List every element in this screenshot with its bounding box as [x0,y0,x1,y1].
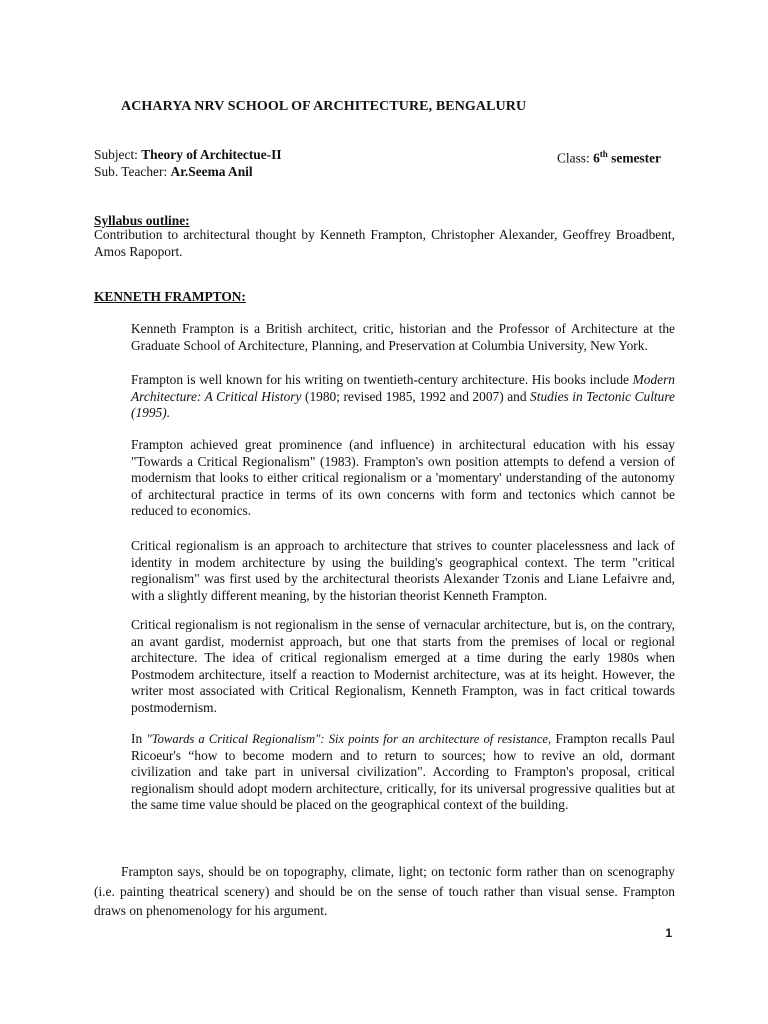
subject-value: Theory of Architectue-II [141,147,282,162]
subject-line [94,146,282,163]
subject-label: Subject: [94,147,142,162]
p6-text-a: In [131,731,147,746]
paragraph-2 [131,372,675,422]
class-value-num: 6 [593,150,600,166]
teacher-line [94,163,253,180]
class-label: Class: [557,150,594,166]
syllabus-heading: Syllabus outline: [94,213,190,228]
p2-text-b: (1980; revised 1985, 1992 and 2007) and [301,388,531,404]
paragraph-5: Critical regionalism is not regionalism in the sense of vernacular architecture, but is, on the contrary, an avant gardist, modernist approach, but one that starts from the premises of local or regional architecture. The idea of critical regionalism emerged at a time during the early 1980s when Postmodem architecture, itself a reaction to Modernist architecture, was at its height. However, the writer most associated with Critical Regionalism, Kenneth Frampton, was in fact critical towards postmodernism. [131,617,675,715]
teacher-value: Ar.Seema Anil [170,164,253,179]
class-value-rest: semester [607,150,661,166]
section-heading: KENNETH FRAMPTON: [94,289,246,304]
paragraph-7: Frampton says, should be on topography, climate, light; on tectonic form rather than on scenography (i.e. painting theatrical scenery) and should be on the sense of touch rather than visual sense. Frampton draws on phenomenology for his argument. [94,864,675,918]
p2-text-a: Frampton is well known for his writing on twentieth-century architecture. His books include [131,372,633,387]
paragraph-1: Kenneth Frampton is a British architect, critic, historian and the Professor of Architecture at the Graduate School of Architecture, Planning, and Preservation at Columbia University, New York. [131,321,675,353]
paragraph-3: Frampton achieved great prominence (and influence) in architectural education with his essay "Towards a Critical Regionalism" (1983). Frampton's own position attempts to defend a version of modernism that looks to either critical regionalism or a 'momentary' understanding of the autonomy of architectural practice in terms of its own concerns with form and tectonics which cannot be reduced to economics. [131,437,675,519]
class-line [557,146,661,166]
p2-book-1: Modern Architecture: A Critical History [131,372,675,404]
school-title: ACHARYA NRV SCHOOL OF ARCHITECTURE, BENGALURU [121,99,527,114]
teacher-label: Sub. Teacher: [94,164,171,179]
p2-book-2: Studies in Tectonic Culture (1995). [131,388,675,421]
syllabus-text: Contribution to architectural thought by Kenneth Frampton, Christopher Alexander, Geoffrey Broadbent, Amos Rapoport. [94,227,675,259]
p6-essay-title: "Towards a Critical Regionalism": Six points for an architecture of resistance, [146,732,552,746]
paragraph-6 [131,731,675,814]
paragraph-4: Critical regionalism is an approach to architecture that strives to counter placelessness and lack of identity in modem architecture by using the building's geographical context. The term "critical regionalism" was first used by the architectural theorists Alexander Tzonis and Liane Lefaivre and, with a slightly different meaning, by the historian theorist Kenneth Frampton. [131,538,675,603]
p6-text-b: Frampton recalls Paul Ricoeur's “how to become modern and to return to sources; how to revive an old, dormant civilization and take part in universal civilization". According to Frampton's proposal, critical regionalism should adopt modern architecture, critically, for its universal progressive qualities but at the same time value should be placed on the geographical context of the building. [131,731,675,813]
page-number: 1 [665,926,672,940]
class-value-sup: th [599,149,608,159]
